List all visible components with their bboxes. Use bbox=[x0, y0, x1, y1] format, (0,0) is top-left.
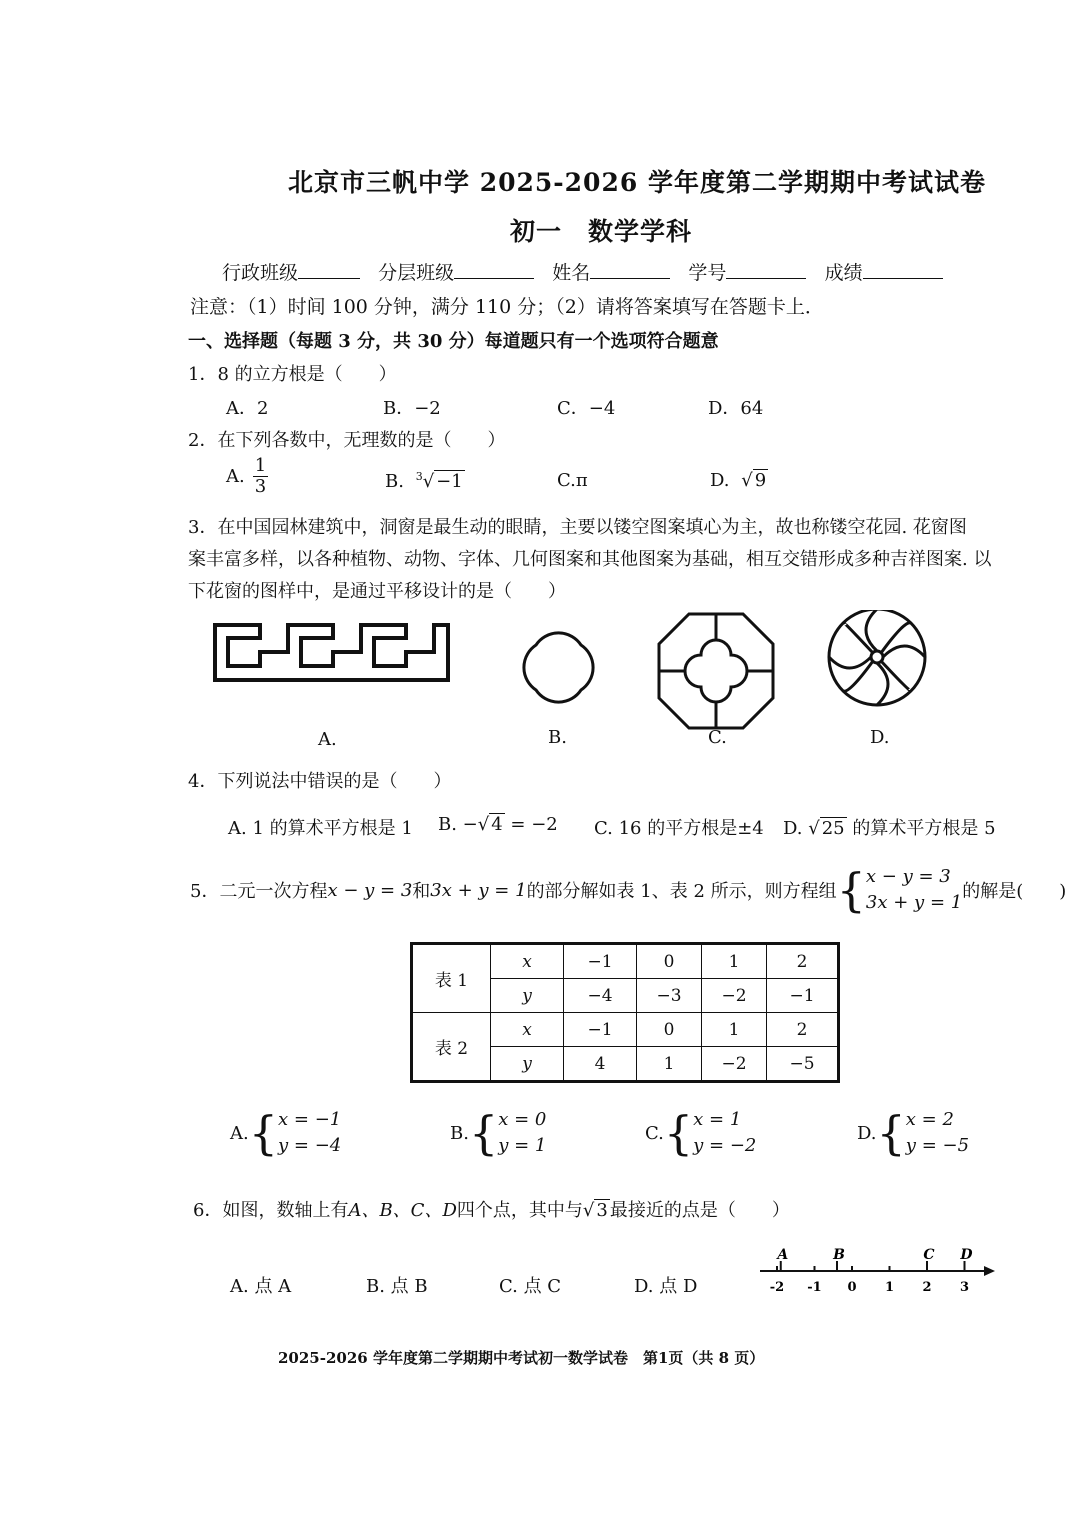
radicand: −1 bbox=[436, 471, 463, 492]
system-line-2: 3x + y = 1 bbox=[865, 892, 963, 913]
point-label-d: D bbox=[960, 1247, 973, 1263]
figure-a-meander bbox=[215, 625, 448, 680]
q6-option-d: D. 点 D bbox=[634, 1276, 698, 1297]
field-id-blank[interactable] bbox=[726, 260, 806, 279]
table-cell: 2 bbox=[767, 944, 839, 979]
axis-tick-label: -2 bbox=[769, 1280, 785, 1295]
axis-tick-label: 2 bbox=[922, 1280, 932, 1295]
field-level-label: 分层班级 bbox=[378, 262, 455, 284]
q5-eq2: 3x + y = 1 bbox=[430, 879, 527, 901]
field-score-blank[interactable] bbox=[863, 260, 943, 279]
q6-stem: 6．如图，数轴上有A、B、C、D四个点，其中与√ 3 最接近的点是（ ） bbox=[193, 1200, 790, 1221]
q6-option-b: B. 点 B bbox=[366, 1276, 428, 1297]
point-label-b: B bbox=[833, 1247, 845, 1263]
q2-a-label: A. bbox=[226, 466, 245, 487]
table-cell: −1 bbox=[767, 979, 839, 1013]
system-line-1: x = 2 bbox=[905, 1109, 954, 1130]
table-cell: −2 bbox=[702, 1047, 767, 1082]
q3-label-d: D. bbox=[870, 727, 890, 748]
table-cell: −3 bbox=[637, 979, 702, 1013]
table-cell: x bbox=[491, 1013, 564, 1047]
q2-option-b bbox=[385, 470, 465, 492]
q5-stem bbox=[190, 864, 1066, 916]
table-cell: 0 bbox=[637, 944, 702, 979]
field-name-label: 姓名 bbox=[552, 262, 591, 284]
table-cell: 2 bbox=[767, 1013, 839, 1047]
root-index: 3 bbox=[415, 470, 423, 483]
table-cell: −2 bbox=[702, 979, 767, 1013]
notice: 注意：（1）时间 100 分钟，满分 110 分；（2）请将答案填写在答题卡上． bbox=[190, 296, 824, 318]
q1-option-a: A．2 bbox=[226, 398, 269, 419]
q4-option-a: A. 1 的算术平方根是 1 bbox=[228, 818, 413, 839]
table-name: 表 1 bbox=[412, 944, 491, 1013]
q6-option-c: C. 点 C bbox=[499, 1276, 562, 1297]
q4-d-label: D. bbox=[783, 818, 803, 839]
q3-stem-line1: 3．在中国园林建筑中，洞窗是最生动的眼睛，主要以镂空图案填心为主，故也称镂空花园. 花窗图 bbox=[188, 517, 967, 538]
q3-label-b: B. bbox=[548, 727, 567, 748]
q5-c-label: C. bbox=[645, 1122, 664, 1144]
field-name-blank[interactable] bbox=[590, 260, 670, 279]
figure-c-octagon bbox=[659, 614, 773, 728]
axis-tick-label: 0 bbox=[847, 1280, 857, 1295]
q3-window-figures bbox=[205, 610, 955, 745]
fraction-denominator: 3 bbox=[254, 476, 267, 497]
radical-sign: √ bbox=[741, 470, 753, 491]
q4-b-rest: = −2 bbox=[510, 814, 558, 835]
point-label-c: C bbox=[923, 1247, 935, 1263]
table-cell: y bbox=[491, 979, 564, 1013]
q6-points: A、B、C、D bbox=[348, 1200, 457, 1221]
field-class-label: 行政班级 bbox=[222, 262, 299, 284]
q2-option-a bbox=[226, 456, 268, 497]
axis-arrow-icon bbox=[984, 1266, 995, 1276]
system-line-2: y = −4 bbox=[278, 1135, 342, 1156]
q4-option-c: C. 16 的平方根是±4 bbox=[594, 818, 764, 839]
q5-option-d: D. { x = 2 y = −5 bbox=[857, 1106, 970, 1160]
table-cell: y bbox=[491, 1047, 564, 1082]
axis-tick-label: -1 bbox=[807, 1280, 822, 1295]
table-cell: 1 bbox=[702, 944, 767, 979]
q2-option-d bbox=[710, 470, 768, 491]
q4-option-b: B. −√ 4 = −2 bbox=[438, 814, 558, 835]
q5-stem-pre: 5．二元一次方程 bbox=[190, 881, 328, 902]
equation-system: { x − y = 3 3x + y = 1 bbox=[836, 863, 963, 917]
q6-number-line bbox=[755, 1240, 1005, 1300]
system-line-2: y = 1 bbox=[498, 1135, 547, 1156]
table-cell: 1 bbox=[637, 1047, 702, 1082]
radicand: 4 bbox=[491, 814, 503, 835]
radicand: 25 bbox=[821, 818, 845, 839]
exam-subtitle: 初一 数学学科 bbox=[510, 217, 693, 246]
table-cell: 4 bbox=[564, 1047, 637, 1082]
table-cell: −5 bbox=[767, 1047, 839, 1082]
q4-stem: 4．下列说法中错误的是（ ） bbox=[188, 771, 452, 792]
field-class-blank[interactable] bbox=[298, 260, 360, 279]
q6-stem-pre: 6．如图，数轴上有 bbox=[193, 1200, 349, 1221]
table-cell: −1 bbox=[564, 944, 637, 979]
q2-option-c: C.π bbox=[557, 470, 588, 491]
q5-a-label: A. bbox=[230, 1122, 249, 1144]
field-level-blank[interactable] bbox=[454, 260, 534, 279]
table-name: 表 2 bbox=[412, 1013, 491, 1082]
table-cell: 0 bbox=[637, 1013, 702, 1047]
q2-stem: 2．在下列各数中，无理数的是（ ） bbox=[188, 430, 506, 451]
q5-option-c: C. { x = 1 y = −2 bbox=[645, 1106, 757, 1160]
system-line-2: y = −2 bbox=[693, 1135, 757, 1156]
q3-label-c: C. bbox=[708, 727, 727, 748]
q5-stem-end: 的解是( ) bbox=[962, 881, 1067, 902]
q4-option-d: D. √ 25 的算术平方根是 5 bbox=[783, 818, 996, 839]
q3-label-a: A. bbox=[318, 729, 337, 750]
q3-stem-line3: 下花窗的图样中，是通过平移设计的是（ ） bbox=[188, 581, 566, 602]
q5-d-label: D. bbox=[857, 1122, 877, 1144]
radicand: 9 bbox=[754, 470, 767, 491]
q2-b-label: B. bbox=[385, 471, 404, 492]
exam-title: 北京市三帆中学 2025-2026 学年度第二学期期中考试试卷 bbox=[288, 168, 986, 197]
q5-solution-table bbox=[410, 942, 840, 1083]
q1-option-b: B．−2 bbox=[383, 398, 441, 419]
table-row bbox=[412, 944, 839, 979]
radicand: 3 bbox=[596, 1200, 608, 1221]
q2-d-label: D. bbox=[710, 470, 730, 491]
field-score-label: 成绩 bbox=[824, 262, 863, 284]
q5-option-b: B. { x = 0 y = 1 bbox=[450, 1106, 547, 1160]
q5-mid: 和 bbox=[412, 881, 431, 902]
system-line-1: x = 1 bbox=[693, 1109, 742, 1130]
system-line-1: x − y = 3 bbox=[865, 866, 951, 887]
table-cell: 1 bbox=[702, 1013, 767, 1047]
q5-eq1: x − y = 3 bbox=[327, 879, 413, 901]
system-line-1: x = −1 bbox=[278, 1109, 342, 1130]
axis-tick-label: 3 bbox=[959, 1280, 970, 1295]
table-row bbox=[412, 1013, 839, 1047]
q3-stem-line2: 案丰富多样，以各种植物、动物、字体、几何图案和其他图案为基础，相互交错形成多种吉祥图案. 以 bbox=[188, 549, 992, 570]
q4-b-label: B. bbox=[438, 814, 457, 835]
axis-tick-label: 1 bbox=[884, 1280, 895, 1295]
table-cell: −4 bbox=[564, 979, 637, 1013]
section-heading: 一、选择题（每题 3 分，共 30 分）每道题只有一个选项符合题意 bbox=[188, 331, 719, 352]
q4-d-rest: 的算术平方根是 5 bbox=[852, 818, 996, 839]
info-fields-row bbox=[222, 258, 943, 285]
q5-stem-post: 的部分解如表 1、表 2 所示，则方程组 bbox=[526, 881, 837, 902]
table-cell: −1 bbox=[564, 1013, 637, 1047]
table-cell: x bbox=[491, 944, 564, 979]
page-footer: 2025-2026 学年度第二学期期中考试初一数学试卷 第1页（共 8 页） bbox=[278, 1349, 765, 1367]
system-line-2: y = −5 bbox=[905, 1135, 970, 1156]
q5-option-a: A. { x = −1 y = −4 bbox=[230, 1106, 342, 1160]
q6-stem-mid: 四个点，其中与 bbox=[456, 1200, 583, 1221]
fraction-numerator: 1 bbox=[254, 455, 267, 476]
q5-b-label: B. bbox=[450, 1122, 469, 1144]
figure-b-quatrefoil bbox=[524, 633, 593, 702]
q6-stem-post: 最接近的点是（ ） bbox=[609, 1200, 790, 1221]
fraction bbox=[253, 456, 268, 497]
figure-d-pinwheel bbox=[829, 610, 925, 705]
point-label-a: A bbox=[777, 1247, 789, 1263]
q1-option-c: C．−4 bbox=[557, 398, 616, 419]
radical-sign: √ bbox=[422, 471, 435, 492]
q1-stem: 1．8 的立方根是（ ） bbox=[188, 364, 397, 385]
system-line-1: x = 0 bbox=[498, 1109, 547, 1130]
field-id-label: 学号 bbox=[688, 262, 727, 284]
q6-option-a: A. 点 A bbox=[230, 1276, 292, 1297]
q1-option-d: D．64 bbox=[708, 398, 764, 419]
